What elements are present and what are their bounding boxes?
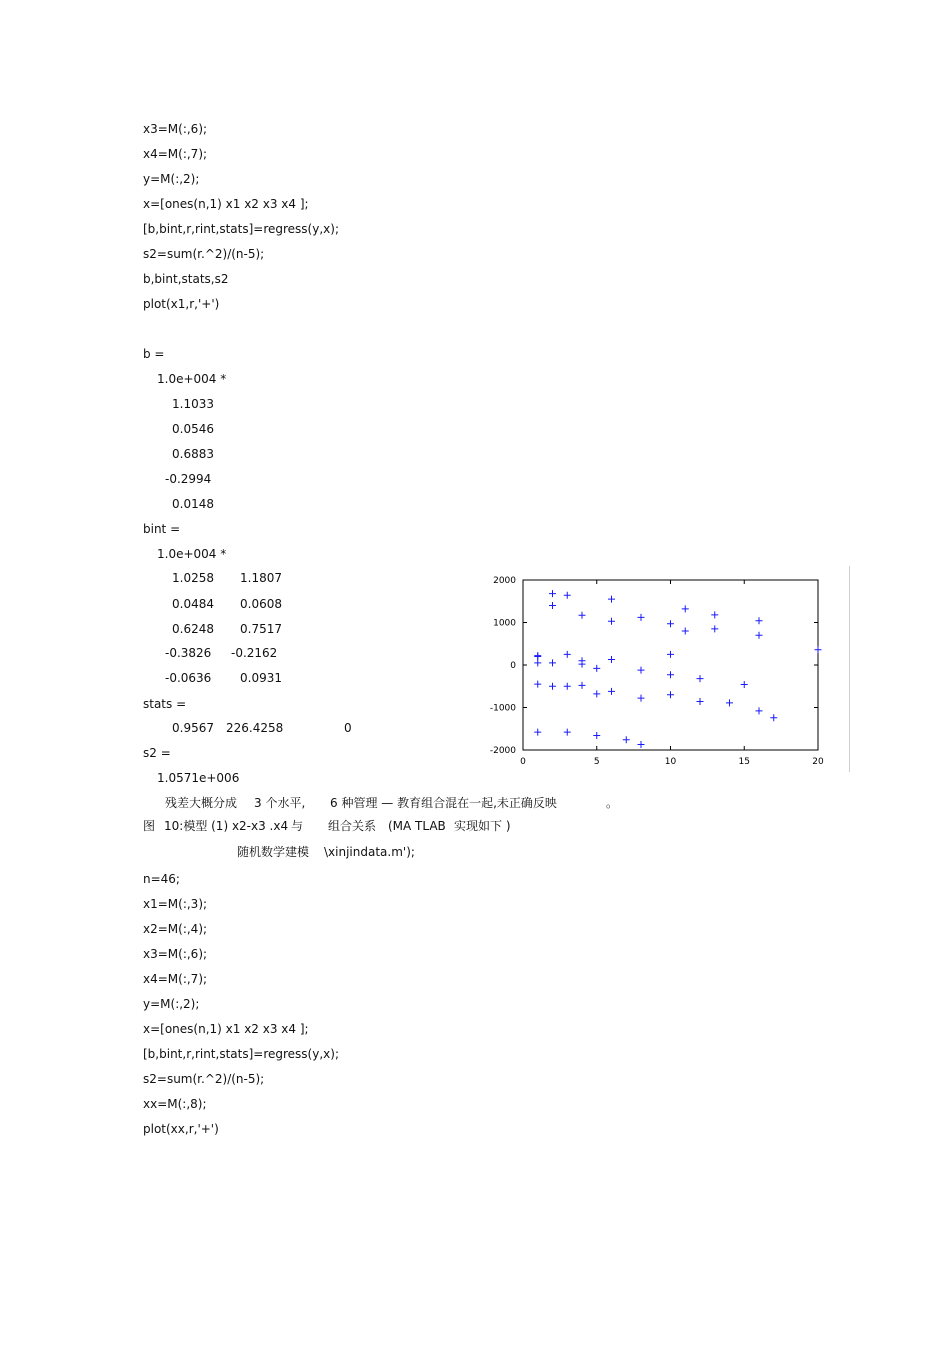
output-value: 0.9567	[172, 721, 214, 735]
code-line: plot(xx,r,'+')	[143, 1122, 219, 1136]
x-tick-label: 15	[738, 757, 750, 767]
output-value: 0.0484	[172, 597, 214, 611]
x-tick-label: 10	[664, 757, 677, 767]
code-line: x3=M(:,6);	[143, 122, 208, 136]
figure-caption: 实现如下 )	[454, 819, 511, 833]
output-value: 1.1807	[240, 571, 282, 585]
remark-text: 。	[606, 796, 619, 810]
y-tick-label: 1000	[493, 618, 516, 629]
code-line: n=46;	[143, 872, 180, 886]
page-divider	[849, 566, 850, 772]
code-line: x=[ones(n,1) x1 x2 x3 x4 ];	[143, 197, 309, 211]
output-label: bint =	[143, 522, 181, 536]
remark-text: 6 种管理 — 教育组合混在一起,未正确反映	[330, 796, 557, 810]
output-value: 1.0571e+006	[157, 771, 240, 785]
output-value: -0.3826	[165, 646, 212, 660]
code-line: s2=sum(r.^2)/(n-5);	[143, 1072, 265, 1086]
output-value: 226.4258	[226, 721, 284, 735]
output-value: 0.0546	[172, 422, 214, 436]
output-value: 1.1033	[172, 397, 214, 411]
code-line: xx=M(:,8);	[143, 1097, 207, 1111]
residual-scatter-plot	[488, 565, 833, 770]
y-tick-label: 2000	[493, 576, 516, 586]
output-value: 0.0931	[240, 671, 282, 685]
x-tick-label: 5	[593, 757, 600, 767]
output-label: stats =	[143, 697, 187, 711]
x-tick-label: 20	[812, 757, 824, 767]
output-value: -0.2994	[165, 472, 212, 486]
output-scale: 1.0e+004 *	[157, 372, 227, 386]
code-line: \xinjindata.m');	[324, 845, 415, 859]
x-tick-label: 0	[520, 757, 526, 767]
code-line: plot(x1,r,'+')	[143, 297, 220, 311]
remark-text: 3 个水平,	[254, 796, 306, 810]
output-value: 0.7517	[240, 622, 282, 636]
code-line: x2=M(:,4);	[143, 922, 208, 936]
code-line: b,bint,stats,s2	[143, 272, 229, 286]
output-value: -0.0636	[165, 671, 212, 685]
plot-frame	[523, 580, 818, 750]
figure-caption: 10:模型 (1) x2-x3 .x4	[164, 819, 289, 833]
code-line: 随机数学建模	[237, 845, 310, 859]
output-value: 0.6248	[172, 622, 214, 636]
figure-caption: 组合关系	[328, 819, 377, 833]
y-tick-label: -1000	[489, 703, 516, 714]
code-line: x1=M(:,3);	[143, 897, 208, 911]
code-line: y=M(:,2);	[143, 172, 200, 186]
code-line: s2=sum(r.^2)/(n-5);	[143, 247, 265, 261]
code-line: y=M(:,2);	[143, 997, 200, 1011]
figure-caption: (MA TLAB	[388, 819, 446, 833]
output-label: b =	[143, 347, 165, 361]
code-line: x=[ones(n,1) x1 x2 x3 x4 ];	[143, 1022, 309, 1036]
output-value: 0.6883	[172, 447, 214, 461]
output-value: -0.2162	[231, 646, 278, 660]
figure-caption: 图	[143, 819, 156, 833]
output-scale: 1.0e+004 *	[157, 547, 227, 561]
code-line: [b,bint,r,rint,stats]=regress(y,x);	[143, 1047, 339, 1061]
output-label: s2 =	[143, 746, 171, 760]
remark-text: 残差大概分成	[165, 796, 238, 810]
code-line: [b,bint,r,rint,stats]=regress(y,x);	[143, 222, 339, 236]
figure-caption: 与	[291, 819, 304, 833]
output-value: 1.0258	[172, 571, 214, 585]
y-tick-label: 0	[510, 661, 516, 671]
output-value: 0.0608	[240, 597, 282, 611]
code-line: x4=M(:,7);	[143, 147, 208, 161]
code-line: x3=M(:,6);	[143, 947, 208, 961]
output-value: 0	[344, 721, 352, 735]
output-value: 0.0148	[172, 497, 214, 511]
code-line: x4=M(:,7);	[143, 972, 208, 986]
y-tick-label: -2000	[489, 746, 516, 756]
